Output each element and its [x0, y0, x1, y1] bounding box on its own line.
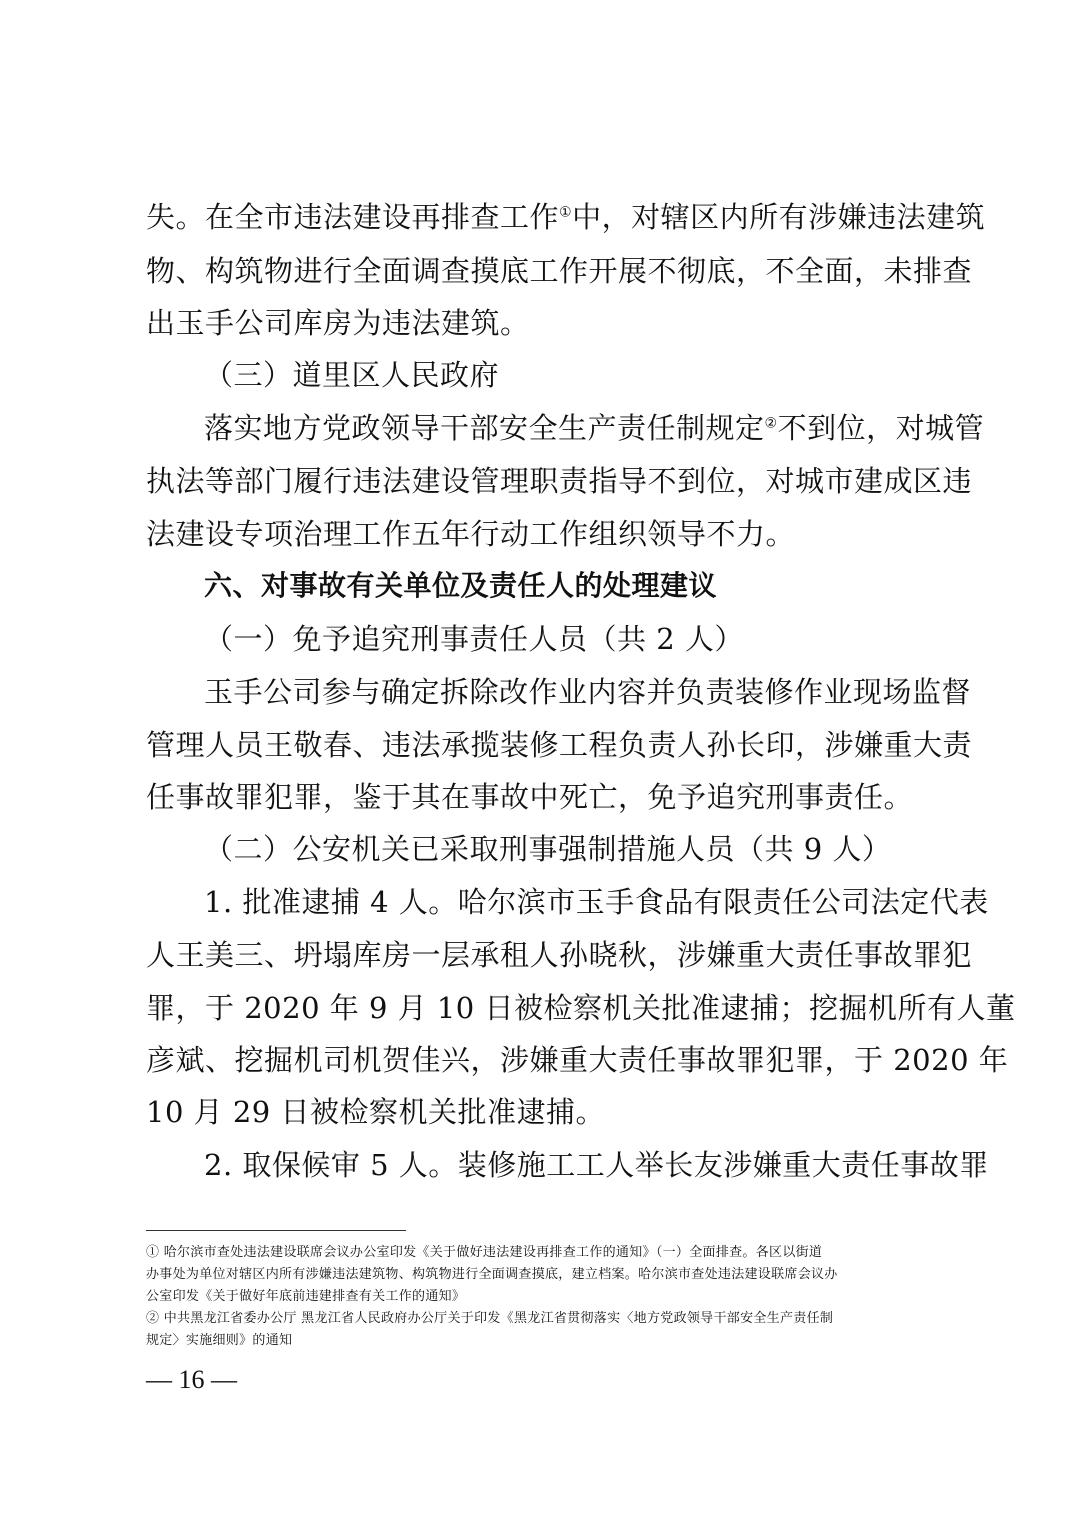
subsection-heading-1: （一）免予追究刑事责任人员（共 2 人） — [204, 622, 744, 656]
footnote-ref-1: ① — [559, 204, 573, 221]
footnote-2-line: ② 中共黑龙江省委办公厅 黑龙江省人民政府办公厅关于印发《黑龙江省贯彻落实〈地方党政领导干部安全生产责任制 — [146, 1311, 834, 1326]
footnote-1-line: ① 哈尔滨市查处违法建设联席会议办公室印发《关于做好违法建设再排查工作的通知》（一）全面排查。各区以街道 — [146, 1245, 823, 1260]
text-span: 失。在全市违法建设再排查工作 — [146, 200, 560, 234]
body-line: 执法等部门履行违法建设管理职责指导不到位，对城市建成区违 — [146, 464, 973, 498]
body-line: 物、构筑物进行全面调查摸底工作开展不彻底，不全面，未排查 — [146, 254, 973, 288]
body-line: 2. 取保候审 5 人。装修施工工人举长友涉嫌重大责任事故罪 — [204, 1148, 989, 1182]
body-line: 彦斌、挖掘机司机贺佳兴，涉嫌重大责任事故罪犯罪，于 2020 年 — [146, 1043, 1009, 1077]
body-line: 出玉手公司库房为违法建筑。 — [146, 306, 530, 340]
body-line: 10 月 29 日被检察机关批准逮捕。 — [146, 1095, 605, 1129]
body-line: 法建设专项治理工作五年行动工作组织领导不力。 — [146, 517, 796, 551]
text-span: 落实地方党政领导干部安全生产责任制规定 — [204, 411, 765, 445]
text-span: 不到位，对城管 — [777, 411, 985, 445]
body-line — [146, 197, 986, 237]
page-number: — 16 — — [146, 1365, 237, 1394]
body-line: 罪，于 2020 年 9 月 10 日被检察机关批准逮捕；挖掘机所有人董 — [146, 991, 1016, 1025]
footnote-ref-2: ② — [764, 415, 778, 432]
subsection-heading-2: （二）公安机关已采取刑事强制措施人员（共 9 人） — [204, 832, 892, 866]
body-line: 管理人员王敬春、违法承揽装修工程负责人孙长印，涉嫌重大责 — [146, 728, 973, 762]
subsection-heading-daoli: （三）道里区人民政府 — [204, 358, 500, 392]
text-span: 中，对辖区内所有涉嫌违法建筑 — [572, 200, 986, 234]
footnote-divider — [146, 1230, 406, 1231]
body-line: 1. 批准逮捕 4 人。哈尔滨市玉手食品有限责任公司法定代表 — [204, 885, 989, 919]
body-line: 玉手公司参与确定拆除改作业内容并负责装修作业现场监督 — [204, 675, 972, 709]
footnote-1-line: 办事处为单位对辖区内所有涉嫌违法建筑物、构筑物进行全面调查摸底，建立档案。哈尔滨市查处违法建设联席会议办 — [146, 1267, 838, 1282]
footnote-1-line: 公室印发《关于做好年底前违建排查有关工作的通知》 — [146, 1289, 466, 1304]
footnote-2-line: 规定〉实施细则》的通知 — [146, 1333, 293, 1348]
section-heading-6: 六、对事故有关单位及责任人的处理建议 — [204, 569, 718, 602]
body-line — [204, 408, 985, 448]
body-line: 人王美三、坍塌库房一层承租人孙晓秋，涉嫌重大责任事故罪犯 — [146, 938, 973, 972]
body-line: 任事故罪犯罪，鉴于其在事故中死亡，免予追究刑事责任。 — [146, 780, 914, 814]
